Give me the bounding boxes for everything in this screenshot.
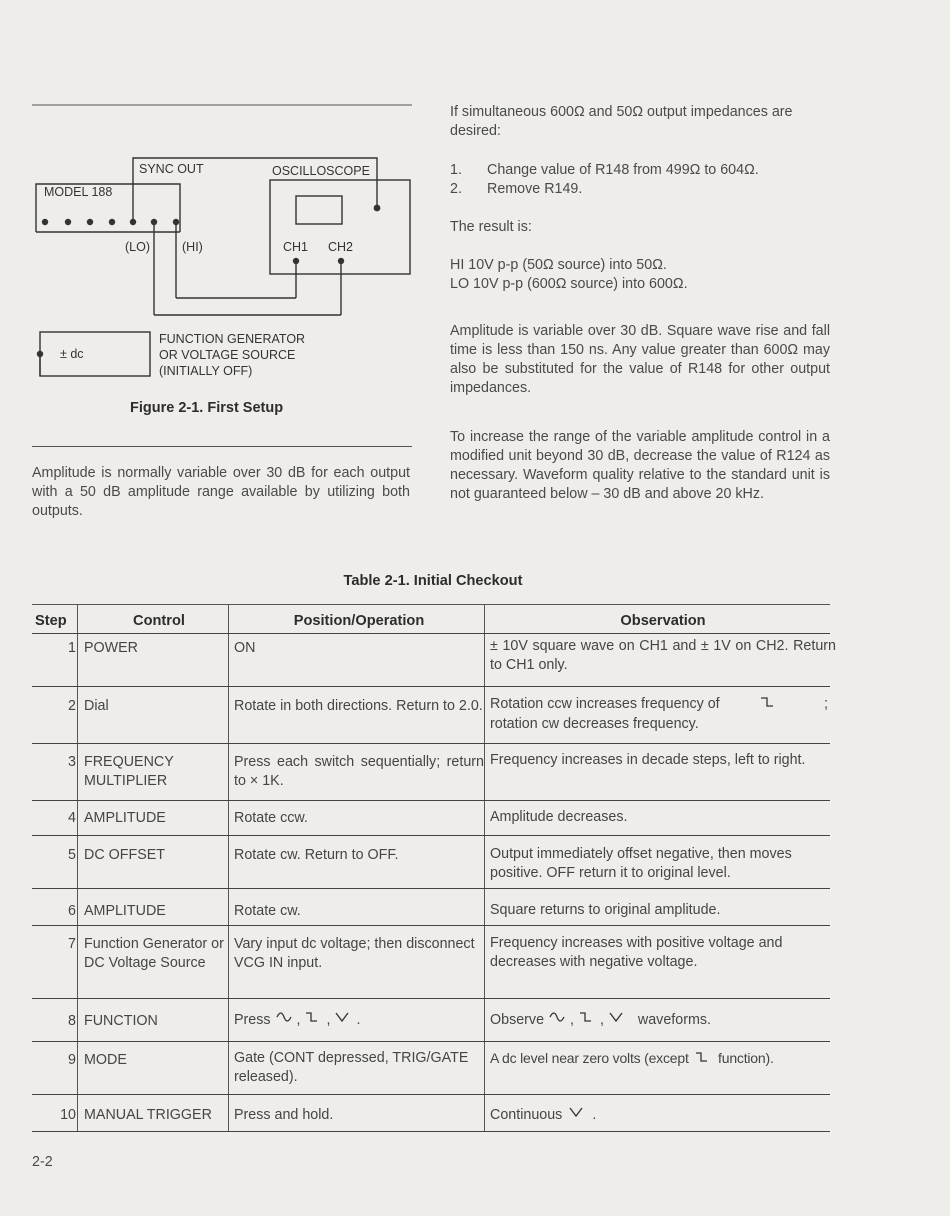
table-row: 4 AMPLITUDE Rotate ccw. Amplitude decreases. [32, 801, 830, 836]
table-row: 5 DC OFFSET Rotate cw. Return to OFF. Output immediately offset negative, then moves positive. OFF return it to original level. [32, 836, 830, 889]
table-row: 7 Function Generator or DC Voltage Source Vary input dc voltage; then disconnect VCG IN input. Frequency increases with positive voltage and decreases with negative voltage. [32, 926, 830, 999]
result-list [450, 256, 830, 294]
header-observation: Observation [484, 604, 836, 633]
label-lo: (LO) [125, 240, 150, 254]
result-hi: HI 10V p-p (50Ω source) into 50Ω. [450, 257, 667, 273]
label-ch2: CH2 [328, 240, 354, 254]
divider [32, 446, 412, 447]
square-wave-icon [578, 1010, 600, 1030]
list-item: 1. Change value of R148 from 499Ω to 604Ω. [450, 162, 759, 178]
step-list [450, 161, 830, 199]
table-row: 3 FREQUENCY MULTIPLIER Press each switch sequentially; return to × 1K. Frequency increases in decade steps, left to right. [32, 744, 830, 801]
label-sync-out: SYNC OUT [139, 162, 204, 176]
left-paragraph: Amplitude is normally variable over 30 dB for each output with a 50 dB amplitude range available by utilizing both outputs. [32, 465, 410, 519]
square-wave-icon [692, 1050, 714, 1069]
list-item: 2. Remove R149. [450, 181, 583, 197]
label-model: MODEL 188 [44, 185, 113, 199]
triangle-wave-icon [334, 1010, 356, 1030]
range-paragraph: To increase the range of the variable amplitude control in a modified unit beyond 30 dB, decrease the value of R124 as necessary. Waveform quality relative to the standard unit is not guaranteed below – 30 dB and above 20 kHz. [450, 429, 830, 502]
figure-caption: Figure 2-1. First Setup [130, 400, 284, 416]
result-lo: LO 10V p-p (600Ω source) into 600Ω. [450, 276, 688, 292]
triangle-wave-icon [608, 1010, 630, 1030]
obs-text: Rotation ccw increases frequency of [490, 696, 720, 712]
square-wave-icon [304, 1010, 326, 1030]
table-title: Table 2-1. Initial Checkout [343, 573, 523, 589]
sine-wave-icon [548, 1010, 570, 1030]
amplitude-paragraph: Amplitude is variable over 30 dB. Square wave rise and fall time is less than 150 ns. Any value greater than 600Ω may also be substituted for the value of R148 for other output impedances. [450, 323, 830, 396]
table-row: 6 AMPLITUDE Rotate cw. Square returns to original amplitude. [32, 889, 830, 926]
square-wave-icon [760, 695, 784, 715]
label-ch1: CH1 [283, 240, 309, 254]
label-oscilloscope: OSCILLOSCOPE [272, 164, 370, 178]
label-dc: ± dc [60, 347, 84, 361]
label-fg-3: (INITIALLY OFF) [159, 364, 253, 378]
table-header [32, 604, 830, 634]
right-intro: If simultaneous 600Ω and 50Ω output impedances are desired: [450, 104, 793, 139]
header-position: Position/Operation [228, 604, 484, 633]
table-row: 2 Dial Rotate in both directions. Return to 2.0. Rotation ccw increases frequency of ; rotation cw decreases frequency. [32, 687, 830, 744]
triangle-wave-icon [566, 1105, 588, 1125]
table-row: 1 POWER ON ± 10V square wave on CH1 and ± 1V on CH2. Return to CH1 only. [32, 634, 830, 687]
page-number: 2-2 [32, 1154, 53, 1170]
sine-wave-icon [275, 1010, 297, 1030]
table-row: 10 MANUAL TRIGGER Press and hold. Continuous . [32, 1095, 830, 1132]
header-step: Step [35, 613, 67, 629]
table-row: 8 FUNCTION Press , , . Observe , , waveforms. [32, 999, 830, 1042]
label-fg-1: FUNCTION GENERATOR [159, 332, 306, 346]
table-row: 9 MODE Gate (CONT depressed, TRIG/GATE released). A dc level near zero volts (except function). [32, 1042, 830, 1095]
header-control: Control [77, 604, 234, 633]
label-hi: (HI) [182, 240, 203, 254]
result-label: The result is: [450, 219, 532, 235]
label-fg-2: OR VOLTAGE SOURCE [159, 348, 296, 362]
